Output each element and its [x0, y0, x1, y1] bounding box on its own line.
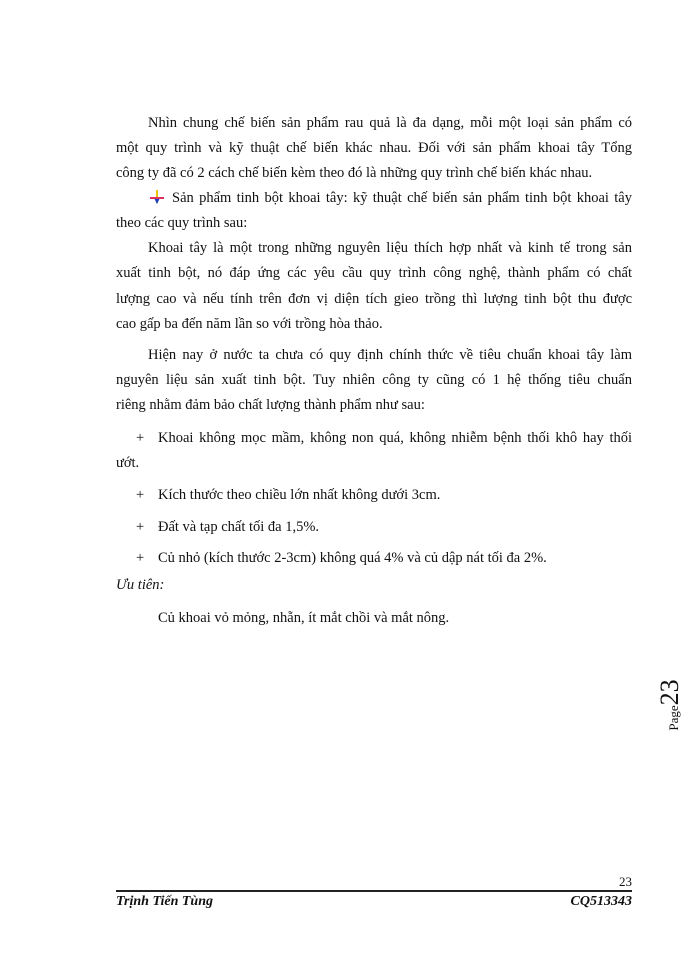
paragraph-5: Củ khoai vỏ mỏng, nhẵn, ít mắt chồi và mắt nông. — [158, 610, 450, 626]
footer-page-number: 23 — [619, 874, 632, 889]
paragraph-4-line: nguyên liệu sản xuất tinh bột. Tuy nhiên công ty cũng có 1 hệ thống tiêu chuẩn — [116, 372, 632, 388]
paragraph-1-line: công ty đã có 2 cách chế biến kèm theo đó là những quy trình chế biến khác nhau. — [116, 165, 593, 181]
side-page-word: Page — [666, 705, 681, 731]
list-item-text: Khoai không mọc mầm, không non quá, không nhiễm bệnh thối khô hay thối — [158, 430, 632, 446]
bullet-marker: + — [136, 519, 145, 535]
paragraph-2-text: Sản phẩm tinh bột khoai tây: kỹ thuật chế biến sản phẩm tinh bột khoai tây — [172, 190, 632, 206]
bullet-marker: + — [136, 487, 145, 503]
paragraph-3-line: cao gấp ba đến năm lần so với trồng hòa thảo. — [116, 316, 383, 332]
list-item-text: Củ nhỏ (kích thước 2-3cm) không quá 4% và củ dập nát tối đa 2%. — [158, 550, 547, 566]
paragraph-2-line: theo các quy trình sau: — [116, 215, 248, 231]
list-item-continuation: ướt. — [116, 455, 140, 471]
list-item — [136, 429, 632, 447]
paragraph-4-line: riêng nhằm đảm bảo chất lượng thành phẩm như sau: — [116, 397, 425, 413]
list-item-text: Đất và tạp chất tối đa 1,5%. — [158, 519, 320, 535]
bullet-marker: + — [136, 430, 145, 446]
section-heading: Ưu tiên: — [116, 577, 165, 593]
list-item — [136, 549, 632, 567]
paragraph-2-line — [150, 189, 632, 207]
footer-code: CQ513343 — [570, 894, 632, 909]
paragraph-1-line: Nhìn chung chế biến sản phẩm rau quả là đa dạng, mỗi một loại sản phẩm có — [148, 115, 632, 131]
footer-author: Trịnh Tiến Tùng — [116, 894, 213, 909]
paragraph-3-line: xuất tinh bột, nó đáp ứng các yêu cầu quy trình công nghệ, thành phẩm có chất — [116, 265, 632, 281]
bullet-marker: + — [136, 550, 145, 566]
footer-divider — [116, 890, 632, 892]
paragraph-1-line: một quy trình và kỹ thuật chế biến khác nhau. Đối với sản phẩm khoai tây Tổng — [116, 140, 632, 156]
arrow-bullet-icon — [150, 190, 164, 204]
side-page-label — [655, 675, 685, 735]
paragraph-3-line: Khoai tây là một trong những nguyên liệu thích hợp nhất và kinh tế trong sản — [148, 240, 632, 256]
list-item — [136, 486, 632, 504]
side-page-number: 23 — [655, 679, 684, 706]
list-item-text: Kích thước theo chiều lớn nhất không dưới 3cm. — [158, 487, 441, 503]
paragraph-3-line: lượng cao và nếu tính trên đơn vị diện tích gieo trồng thì lượng tinh bột thu được — [116, 291, 632, 307]
paragraph-4-line: Hiện nay ở nước ta chưa có quy định chính thức về tiêu chuẩn khoai tây làm — [148, 347, 632, 363]
list-item — [136, 518, 632, 536]
